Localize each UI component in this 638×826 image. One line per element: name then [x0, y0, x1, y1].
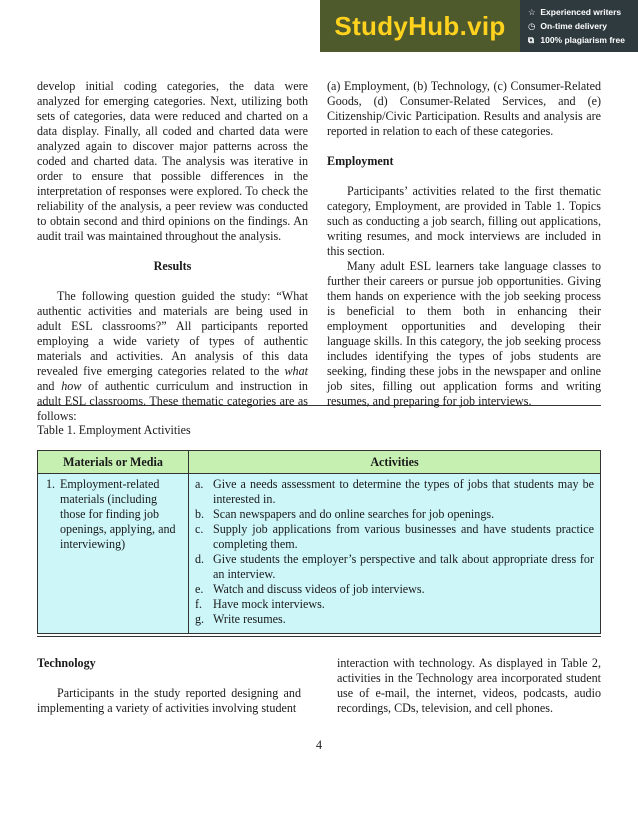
section-divider-bottom	[37, 636, 601, 637]
materials-cell	[38, 474, 189, 634]
results-heading: Results	[153, 259, 192, 273]
technology-heading: Technology	[37, 656, 96, 670]
table-header-row	[38, 451, 601, 474]
activity-item: d. Give students the employer’s perspective and talk about appropriate dress for an interview.	[195, 552, 594, 581]
activity-item: c. Supply job applications from various businesses and have students practice completing them.	[195, 522, 594, 551]
activity-item: e. Watch and discuss videos of job interviews.	[195, 582, 425, 596]
material-text: Employment-related materials (including those for finding job openings, applying, and interviewing)	[60, 477, 176, 551]
table-row	[38, 474, 601, 634]
material-number: 1.	[46, 477, 56, 491]
header-activities: Activities	[189, 451, 601, 474]
feature-label: On-time delivery	[540, 20, 607, 31]
feature-label: 100% plagiarism free	[540, 34, 625, 45]
technology-right-column	[337, 656, 601, 716]
employment-heading: Employment	[327, 154, 394, 168]
paragraph: Many adult ESL learners take language classes to further their careers or pursue job opportunities. Giving them hands on experience with the job seeking process is beneficial to them both in enhancing their employment opportunities and developing their language skills. In this category, the job seeking process includes identifying the types of jobs students are seeking, finding these jobs in the newspaper and online job sites, filling out application forms and writing resumes, and preparing for job interviews.	[327, 259, 601, 408]
header-materials: Materials or Media	[38, 451, 189, 474]
left-column	[37, 79, 308, 424]
activities-cell	[189, 474, 601, 634]
page-number: 4	[315, 738, 323, 752]
table-caption: Table 1. Employment Activities	[37, 423, 191, 437]
feature-experienced-writers	[528, 7, 638, 18]
right-column	[327, 79, 601, 409]
paragraph: Participants’ activities related to the first thematic category, Employment, are provided in Table 1. Topics such as conducting a job search, filling out applications, writing resumes, and mock interviews are included in this section.	[327, 184, 601, 258]
feature-plagiarism-free	[528, 35, 638, 46]
activity-item: b. Scan newspapers and do online searches for job openings.	[195, 507, 495, 521]
studyhub-banner[interactable]	[320, 0, 638, 52]
paragraph: interaction with technology. As displayed in Table 2, activities in the Technology area incorporated student use of e-mail, the internet, videos, podcasts, audio recordings, CDs, television, and cell phones.	[337, 656, 601, 715]
star-icon: ☆	[528, 6, 536, 17]
feature-label: Experienced writers	[540, 6, 622, 17]
activity-item: f. Have mock interviews.	[195, 597, 325, 611]
activity-item: g. Write resumes.	[195, 612, 286, 626]
activity-item: a. Give a needs assessment to determine the types of jobs that students may be interested in.	[195, 477, 594, 506]
document-icon: ⧉	[528, 34, 535, 45]
feature-on-time-delivery	[528, 21, 638, 32]
clock-icon: ◷	[528, 20, 536, 31]
banner-features	[520, 0, 638, 52]
brand-logo: StudyHub.vip	[334, 10, 506, 41]
employment-activities-table	[37, 450, 601, 634]
section-divider-top	[37, 405, 601, 406]
paragraph: The following question guided the study: “What authentic activities and materials are being used in adult ESL classrooms?” All participants reported employing a wide variety of types of authentic materials and activities. An analysis of this data revealed five emerging categories related to the what and how of authentic curriculum and instruction in adult ESL classrooms. These thematic categories are as follows:	[37, 289, 308, 423]
paragraph: Participants in the study reported designing and implementing a variety of activities involving student	[37, 686, 301, 715]
paragraph: develop initial coding categories, the data were analyzed for emerging categories. Next, utilizing both sets of categories, data were reduced and charted on a data display. Finally, all coded and charted data were analyzed again to discover major patterns across the coded and charted data. The analysis was iterative in order to ensure that possible differences in the interpretation of responses were explored. To check the reliability of the analysis, a peer review was conducted to obtain second and third opinions on the findings. An audit trail was maintained throughout the analysis.	[37, 79, 308, 243]
paragraph: (a) Employment, (b) Technology, (c) Consumer-Related Goods, (d) Consumer-Related Services, and (e) Citizenship/Civic Participation. Results and analysis are reported in relation to each of these categories.	[327, 79, 601, 138]
technology-left-column	[37, 656, 301, 716]
